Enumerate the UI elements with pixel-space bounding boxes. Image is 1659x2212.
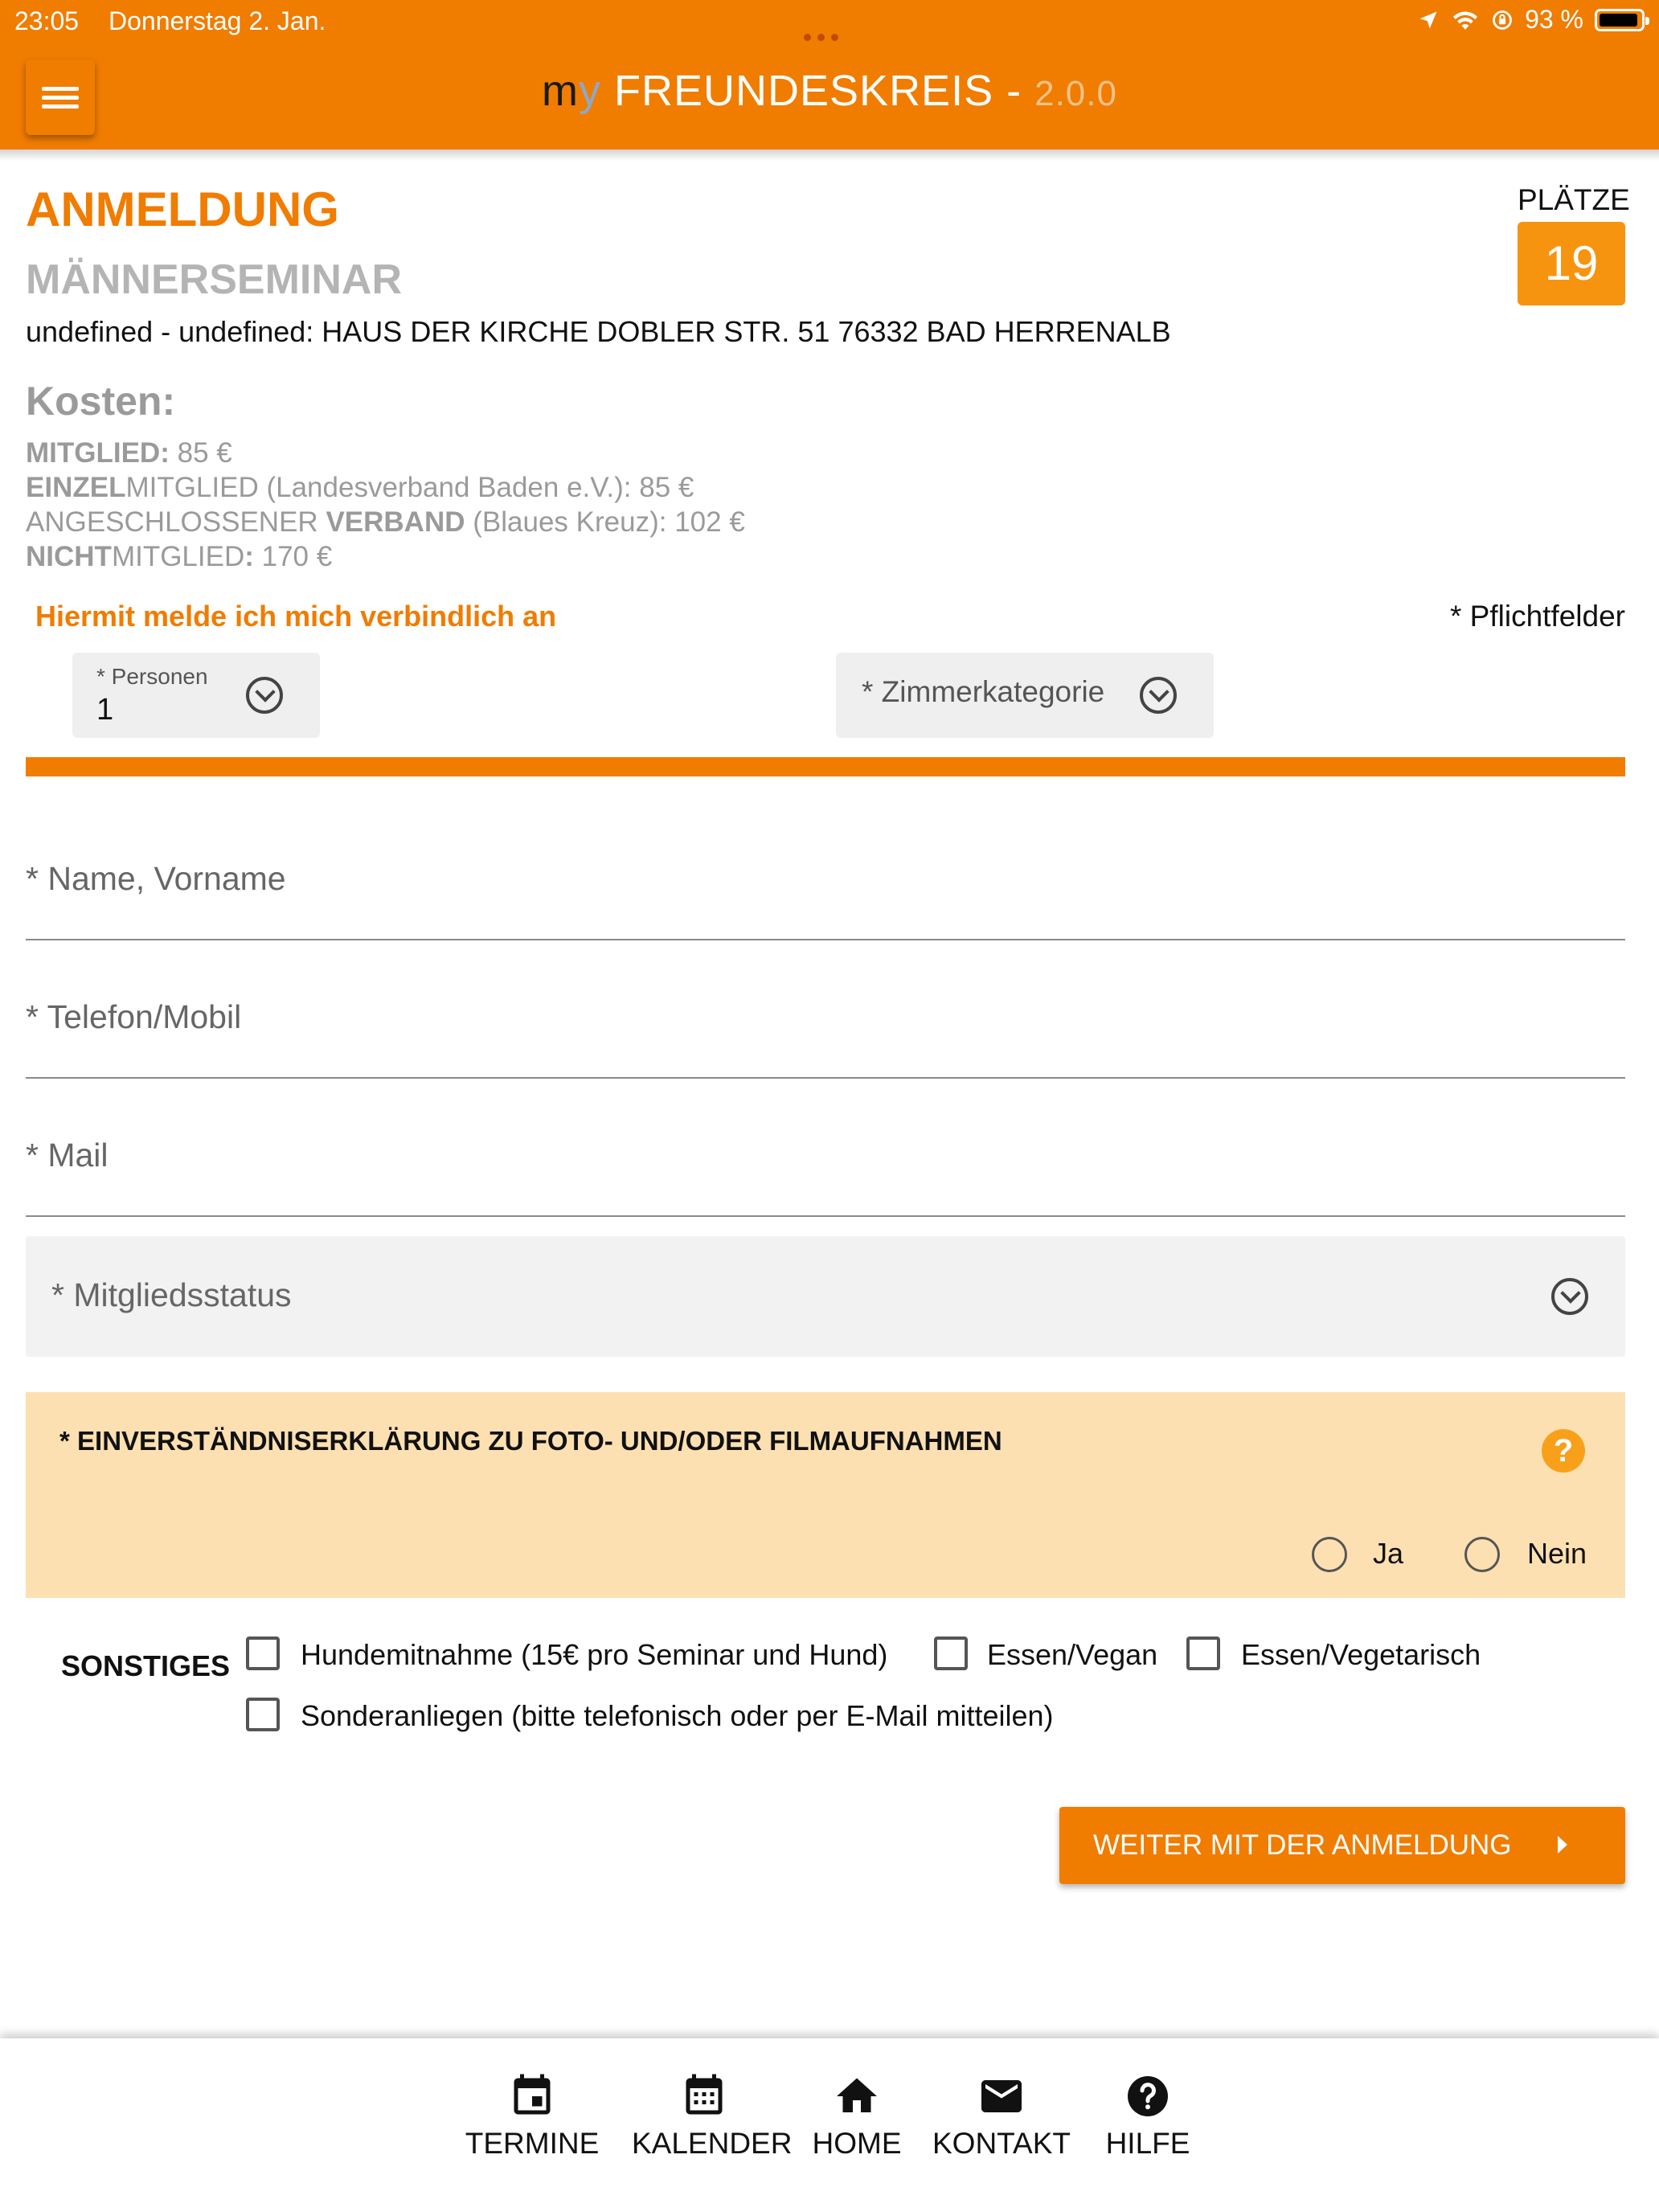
chevron-down-icon: [246, 677, 283, 714]
consent-title: * EINVERSTÄNDNISERKLÄRUNG ZU FOTO- UND/ODER FILMAUFNAHMEN: [59, 1426, 1002, 1456]
name-input[interactable]: [26, 836, 1625, 940]
mail-input[interactable]: [26, 1112, 1625, 1217]
orientation-lock-icon: [1491, 9, 1514, 31]
nav-kalender[interactable]: KALENDER: [632, 2072, 776, 2161]
continue-button-label: WEITER MIT DER ANMELDUNG: [1093, 1829, 1512, 1861]
event-name: MÄNNERSEMINAR: [26, 256, 402, 303]
mail-field-label: * Mail: [26, 1137, 109, 1174]
mail-icon: [977, 2072, 1026, 2120]
dog-option-label: Hundemitnahme (15€ pro Seminar und Hund): [301, 1638, 888, 1671]
places-badge: 19: [1518, 222, 1625, 305]
consent-yes-label: Ja: [1373, 1537, 1404, 1570]
vegan-option-label: Essen/Vegan: [987, 1638, 1158, 1671]
membership-select[interactable]: [26, 1236, 1625, 1357]
consent-no-radio[interactable]: [1464, 1537, 1500, 1572]
costs-list: [26, 436, 745, 574]
dog-checkbox[interactable]: [246, 1636, 280, 1670]
places-label: PLÄTZE: [1518, 183, 1630, 216]
vegetarian-option-label: Essen/Vegetarisch: [1241, 1638, 1481, 1671]
event-calendar-icon: [508, 2072, 556, 2120]
room-category-label: * Zimmerkategorie: [862, 675, 1105, 708]
wifi-icon: [1451, 9, 1480, 31]
cost-row: ANGESCHLOSSENER VERBAND (Blaues Kreuz): 102 €: [26, 506, 745, 538]
home-icon: [833, 2072, 881, 2120]
location-arrow-icon: [1417, 9, 1440, 31]
cost-row: MITGLIED: 85 €: [26, 437, 232, 469]
battery-icon: [1595, 9, 1645, 31]
status-date: Donnerstag 2. Jan.: [109, 6, 326, 35]
event-location: undefined - undefined: HAUS DER KIRCHE DOBLER STR. 51 76332 BAD HERRENALB: [26, 315, 1171, 348]
orange-divider: [26, 757, 1625, 776]
name-field-label: * Name, Vorname: [26, 860, 286, 897]
other-options-label: SONSTIGES: [61, 1649, 231, 1682]
consent-yes-radio[interactable]: [1312, 1537, 1347, 1572]
nav-home[interactable]: HOME: [784, 2072, 929, 2161]
consent-no-label: Nein: [1527, 1537, 1587, 1570]
room-category-select[interactable]: [836, 653, 1214, 738]
special-request-label: Sonderanliegen (bitte telefonisch oder per E-Mail mitteilen): [301, 1699, 1054, 1732]
persons-select[interactable]: [72, 653, 320, 738]
persons-value: 1: [96, 693, 114, 727]
cost-row: EINZELMITGLIED (Landesverband Baden e.V.): 85 €: [26, 472, 694, 503]
nav-termine[interactable]: TERMINE: [460, 2072, 604, 2161]
status-time: 23:05: [14, 6, 80, 35]
battery-percent: 93 %: [1525, 5, 1583, 34]
page-title: ANMELDUNG: [26, 182, 339, 236]
app-title: my FREUNDESKREIS - 2.0.0: [542, 67, 1117, 115]
phone-field-label: * Telefon/Mobil: [26, 998, 242, 1035]
arrow-right-icon: [1558, 1836, 1567, 1854]
required-note: * Pflichtfelder: [1450, 600, 1625, 633]
special-request-checkbox[interactable]: [246, 1698, 280, 1731]
calendar-grid-icon: [680, 2072, 728, 2120]
status-bar: [0, 0, 1659, 42]
chevron-down-icon: [1140, 677, 1177, 714]
phone-input[interactable]: [26, 974, 1625, 1079]
vegan-checkbox[interactable]: [934, 1636, 968, 1670]
registration-intro: Hiermit melde ich mich verbindlich an: [35, 600, 557, 633]
app-version: 2.0.0: [1034, 74, 1117, 113]
costs-title: Kosten:: [26, 379, 176, 424]
consent-box: [26, 1392, 1625, 1598]
vegetarian-checkbox[interactable]: [1186, 1636, 1220, 1670]
continue-registration-button[interactable]: [1059, 1807, 1625, 1884]
nav-hilfe[interactable]: HILFE: [1075, 2072, 1220, 2161]
cost-row: NICHTMITGLIED: 170 €: [26, 541, 333, 572]
multitasking-dots-icon[interactable]: [804, 18, 852, 27]
help-icon[interactable]: ?: [1542, 1429, 1585, 1473]
nav-kontakt[interactable]: KONTAKT: [929, 2072, 1074, 2161]
membership-label: * Mitgliedsstatus: [51, 1276, 292, 1313]
chevron-down-icon: [1551, 1278, 1588, 1315]
help-icon: [1124, 2072, 1172, 2120]
persons-label: * Personen: [96, 664, 208, 689]
